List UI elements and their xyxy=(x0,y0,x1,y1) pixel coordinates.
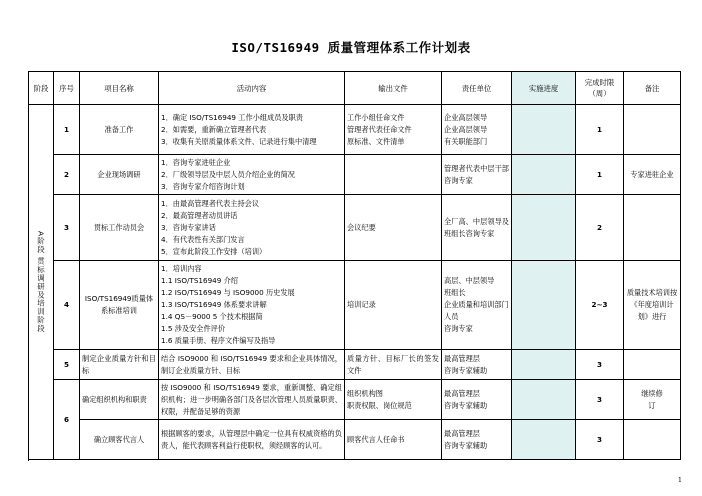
seq-cell: 6 xyxy=(54,380,80,460)
output-line: 组织机构图 xyxy=(347,388,383,398)
table-row xyxy=(29,261,681,350)
output-line: 原标准、文件清单 xyxy=(347,136,405,146)
seq-cell: 3 xyxy=(54,195,80,261)
activity-cell: 根据顾客的要求，从管理层中确定一位具有权威资格的负责人，能代表顾客利益行使职权，须经顾客的认可。 xyxy=(159,420,345,460)
owner-line: 最高管理层 xyxy=(444,388,480,398)
remark-cell xyxy=(624,105,681,155)
duration-cell: 3 xyxy=(576,350,624,380)
remark-cell xyxy=(624,350,681,380)
remark-cell xyxy=(624,380,681,420)
activity-cell: 按 ISO9000 和 ISO/TS16949 要求，重新调整、确定组织机构；进一步明确各部门及各层次管理人员质量职责、权限，并配备足够的资源 xyxy=(159,380,345,420)
header-output: 输出文件 xyxy=(345,72,442,105)
work-plan-table xyxy=(28,71,681,460)
remark-text: 继续修订 xyxy=(641,388,663,410)
progress-cell xyxy=(512,420,576,460)
activity-line: 2．最高管理者动员讲话 xyxy=(161,210,238,220)
owner-line: 咨询专家辅助 xyxy=(444,440,488,450)
duration-cell: 3 xyxy=(576,380,624,420)
duration-cell: 3 xyxy=(576,420,624,460)
remark-cell xyxy=(624,420,681,460)
name-cell: 制定企业质量方针和目标 xyxy=(80,350,159,380)
owner-line: 咨询专家辅助 xyxy=(444,400,488,410)
document-title: ISO/TS16949 质量管理体系工作计划表 xyxy=(231,40,471,55)
activity-cell xyxy=(159,105,345,155)
progress-cell xyxy=(512,380,576,420)
name-cell: ISO/TS16949质量体系标准培训 xyxy=(80,261,159,350)
activity-line: 1．由最高管理者代表主持会议 xyxy=(161,198,260,208)
header-remark: 备注 xyxy=(624,72,681,105)
owner-line: 高层、中层领导 xyxy=(444,276,495,285)
progress-cell xyxy=(512,195,576,261)
remark-cell: 专家进驻企业 xyxy=(624,155,681,195)
activity-line: 4．有代表性有关部门发言 xyxy=(161,234,245,244)
owner-line: 咨询专家 xyxy=(444,324,473,333)
page-number: 1 xyxy=(677,476,682,484)
owner-line: 班组长 xyxy=(444,288,466,297)
output-cell: 培训记录 xyxy=(345,261,442,350)
name-cell: 企业现场调研 xyxy=(80,155,159,195)
activity-cell xyxy=(159,155,345,195)
activity-line: 2．如需要，重新确立管理者代表 xyxy=(161,124,267,134)
header-phase: 阶段 xyxy=(29,72,54,105)
output-cell xyxy=(345,105,442,155)
header-owner: 责任单位 xyxy=(442,72,512,105)
name-cell: 确定组织机构和职责 xyxy=(80,380,159,420)
phase-label: A阶段 贯标调研及培训阶段 xyxy=(36,231,46,333)
activity-line: 5．宣布此阶段工作安排（培训） xyxy=(161,246,267,256)
owner-cell xyxy=(442,350,512,380)
output-cell: 质量方针、目标厂长的签发文件 xyxy=(345,350,442,380)
output-line: 职责权限、岗位规范 xyxy=(347,400,412,410)
activity-line: 1.3 ISO/TS16949 体系要求讲解 xyxy=(161,300,267,309)
owner-line: 最高管理层 xyxy=(444,428,480,438)
output-line: 工作小组任命文件 xyxy=(347,112,405,122)
duration-cell: 1 xyxy=(576,155,624,195)
activity-line: 1.4 QS－9000 5 个技术根据简 xyxy=(161,312,263,321)
progress-cell xyxy=(512,155,576,195)
table-row xyxy=(29,350,681,380)
progress-cell xyxy=(512,261,576,350)
owner-line: 企业高层领导 xyxy=(444,124,488,134)
seq-cell: 5 xyxy=(54,350,80,380)
header-activity: 活动内容 xyxy=(159,72,345,105)
owner-line: 最高管理层 xyxy=(444,353,480,363)
header-seq: 序号 xyxy=(54,72,80,105)
activity-line: 1．确定 ISO/TS16949 工作小组成员及职责 xyxy=(161,112,303,122)
activity-line: 3．咨询专家讲话 xyxy=(161,222,216,232)
activity-cell: 结合 ISO9000 和 ISO/TS16949 要求和企业具体情况，制订企业质量方针、目标 xyxy=(159,350,345,380)
activity-line: 1.6 质量手册、程序文件编写及指导 xyxy=(161,336,276,345)
header-row xyxy=(29,72,681,105)
activity-line: 1．培训内容 xyxy=(161,264,202,273)
owner-line: 有关职能部门 xyxy=(444,136,488,146)
duration-cell: 2~3 xyxy=(576,261,624,350)
activity-line: 1.5 涉及安全件评价 xyxy=(161,324,226,333)
owner-line: 咨询专家辅助 xyxy=(444,365,488,375)
name-cell: 确立顾客代言人 xyxy=(80,420,159,460)
header-duration: 完成时限（周） xyxy=(576,72,624,105)
seq-cell: 2 xyxy=(54,155,80,195)
seq-cell: 4 xyxy=(54,261,80,350)
owner-cell: 管理者代表中层干部咨询专家 xyxy=(442,155,512,195)
phase-cell xyxy=(29,105,54,460)
seq-cell: 1 xyxy=(54,105,80,155)
owner-cell xyxy=(442,105,512,155)
activity-line: 1.2 ISO/TS16949 与 ISO9000 历史发展 xyxy=(161,288,295,297)
owner-cell: 全厂高、中层领导及班组长咨询专家 xyxy=(442,195,512,261)
output-cell xyxy=(345,155,442,195)
owner-line: 企业高层领导 xyxy=(444,112,488,122)
header-name: 项目名称 xyxy=(80,72,159,105)
table-row xyxy=(29,195,681,261)
activity-line: 1.1 ISO/TS16949 介绍 xyxy=(161,276,238,285)
name-cell: 贯标工作动员会 xyxy=(80,195,159,261)
owner-cell xyxy=(442,380,512,420)
owner-line: 企业质量和培训部门人员 xyxy=(444,300,509,321)
output-cell xyxy=(345,380,442,420)
owner-cell xyxy=(442,420,512,460)
table-row xyxy=(29,420,681,460)
output-line: 管理者代表任命文件 xyxy=(347,124,412,134)
activity-cell xyxy=(159,195,345,261)
activity-line: 3．收集有关原质量体系文件、记录进行集中清理 xyxy=(161,136,317,146)
table-row xyxy=(29,105,681,155)
activity-line: 3．咨询专家介绍咨询计划 xyxy=(161,181,245,191)
duration-cell: 2 xyxy=(576,195,624,261)
name-cell: 准备工作 xyxy=(80,105,159,155)
output-cell: 会议纪要 xyxy=(345,195,442,261)
table-row xyxy=(29,155,681,195)
remark-cell: 质量技术培训按《年度培训计划》进行 xyxy=(624,261,681,350)
output-cell: 顾客代言人任命书 xyxy=(345,420,442,460)
header-progress: 实施进度 xyxy=(512,72,576,105)
activity-cell xyxy=(159,261,345,350)
progress-cell xyxy=(512,350,576,380)
progress-cell xyxy=(512,105,576,155)
duration-cell: 1 xyxy=(576,105,624,155)
activity-line: 1．咨询专家进驻企业 xyxy=(161,157,231,167)
owner-cell xyxy=(442,261,512,350)
table-row xyxy=(29,380,681,420)
activity-line: 2．厂级领导层及中层人员介绍企业的简况 xyxy=(161,169,295,179)
remark-cell xyxy=(624,195,681,261)
